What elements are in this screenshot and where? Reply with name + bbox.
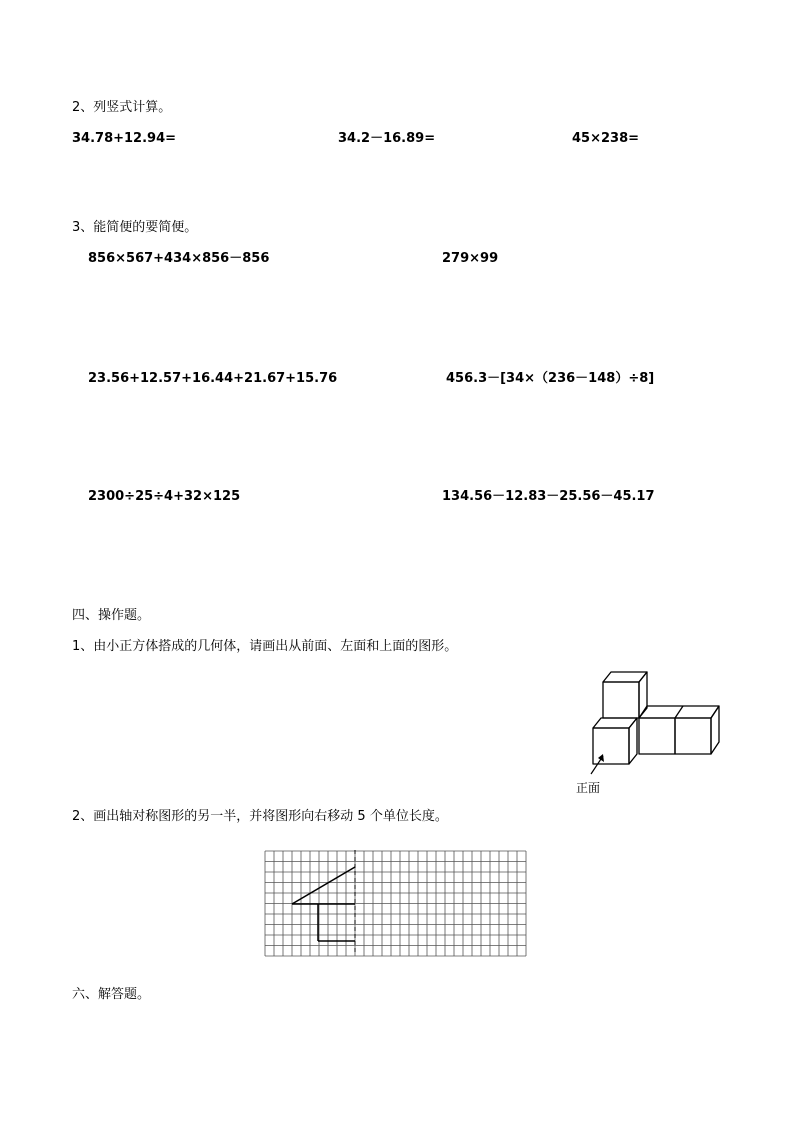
question-4-2	[72, 809, 448, 825]
shape-slanted-edge	[292, 867, 355, 904]
problem-3-4: 456.3－[34×（236－148）÷8]	[446, 371, 655, 386]
problem-3-5: 2300÷25÷4+32×125	[88, 489, 241, 504]
back-row-cube-2	[675, 718, 711, 754]
top-cube-front-face	[603, 682, 639, 718]
section-3-heading: 3、能简便的要简便。	[72, 220, 198, 235]
question-4-2-suffix: 个单位长度。	[369, 809, 448, 824]
front-arrow-head	[598, 754, 604, 762]
half-shape	[292, 867, 355, 941]
problem-3-1: 856×567+434×856－856	[88, 251, 270, 266]
problem-2-1: 34.78+12.94=	[72, 131, 177, 146]
problem-3-3: 23.56+12.57+16.44+21.67+15.76	[88, 371, 338, 386]
cube-stack-figure	[585, 668, 725, 776]
question-4-2-number: 5	[357, 809, 366, 824]
question-4-1: 1、由小正方体搭成的几何体，请画出从前面、左面和上面的图形。	[72, 639, 458, 654]
problem-2-3: 45×238=	[572, 131, 640, 146]
back-row-top-edge	[675, 706, 683, 718]
question-4-2-prefix: 2、画出轴对称图形的另一半，并将图形向右移动	[72, 809, 354, 824]
section-2-heading: 2、列竖式计算。	[72, 100, 172, 115]
front-cube-front-face	[593, 728, 629, 764]
symmetry-grid-figure	[264, 850, 528, 958]
back-row-side-face	[711, 706, 719, 754]
front-cube-side-face	[629, 718, 637, 764]
problem-3-2: 279×99	[442, 251, 499, 266]
back-row-cube-1	[639, 718, 675, 754]
section-4-heading: 四、操作题。	[72, 608, 151, 623]
section-6-heading: 六、解答题。	[72, 987, 151, 1002]
problem-2-2: 34.2－16.89=	[338, 131, 436, 146]
problem-3-6: 134.56－12.83－25.56－45.17	[442, 489, 655, 504]
front-label: 正面	[576, 781, 601, 795]
